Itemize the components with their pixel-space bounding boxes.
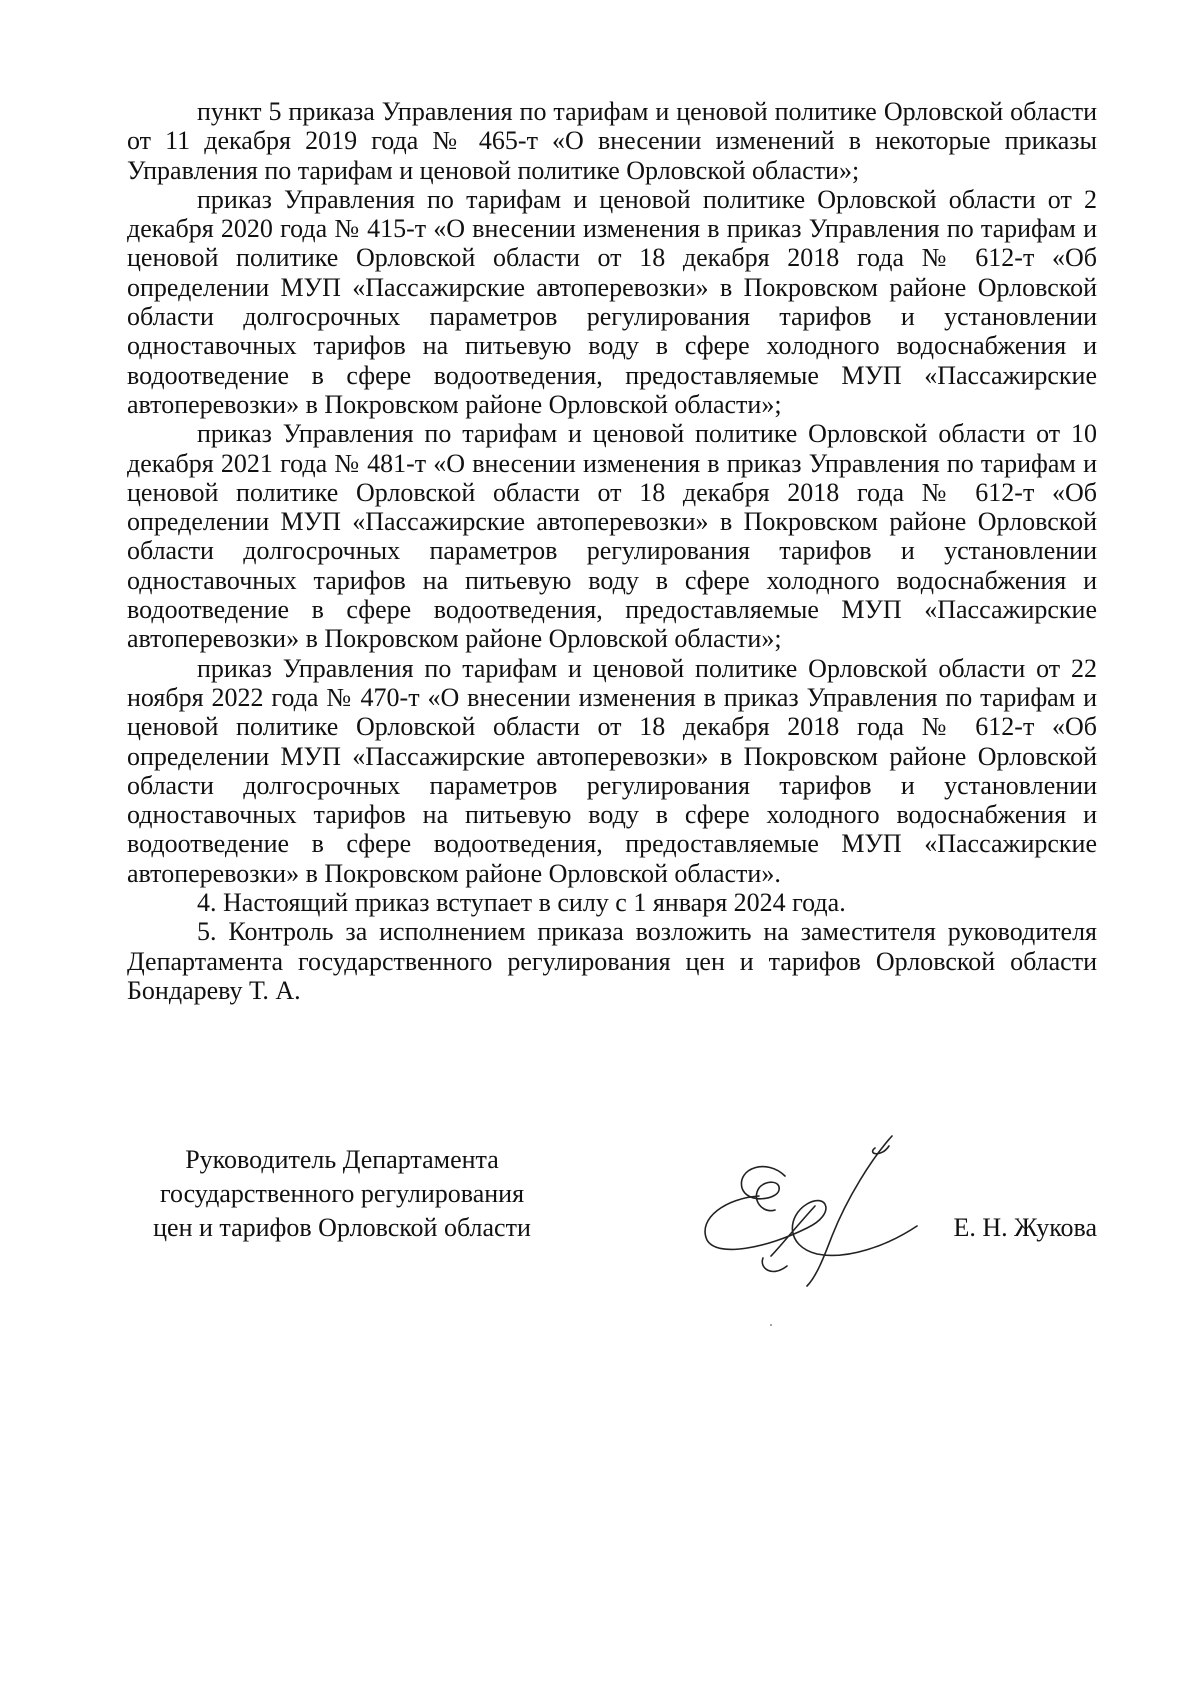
paragraph-effective-date: 4. Настоящий приказ вступает в силу с 1 января 2024 года. [197,888,846,918]
paragraph-order-415: приказ Управления по тарифам и ценовой политике Орловской области от 2 декабря 2020 года № 415-т «О внесении изменения в приказ Управления по тарифам и ценовой политике Орловской области от 18 декабря 2018 года № 612-т «Об определении МУП «Пассажирские автоперевозки» в Покровском районе Орловской области долгосрочных параметров регулирования тарифов и установлении одноставочных тарифов на питьевую воду в сфере холодного водоснабжения и водоотведение в сфере водоотведения, предоставляемые МУП «Пассажирские автоперевозки» в Покровском районе Орловской области»; [127,184,1097,419]
paragraph-order-481: приказ Управления по тарифам и ценовой политике Орловской области от 10 декабря 2021 года № 481-т «О внесении изменения в приказ Управления по тарифам и ценовой политике Орловской области от 18 декабря 2018 года № 612-т «Об определении МУП «Пассажирские автоперевозки» в Покровском районе Орловской области долгосрочных параметров регулирования тарифов и установлении одноставочных тарифов на питьевую воду в сфере холодного водоснабжения и водоотведение в сфере водоотведения, предоставляемые МУП «Пассажирские автоперевозки» в Покровском районе Орловской области»; [127,419,1097,654]
document-body [127,97,1097,1005]
signatory-title [127,1143,557,1245]
signatory-name: Е. Н. Жукова [953,1213,1097,1242]
paragraph-control: 5. Контроль за исполнением приказа возложить на заместителя руководителя Департамента государственного регулирования цен и тарифов Орловской области Бондареву Т. А. [127,917,1097,1005]
signature-block [127,1143,1097,1303]
paragraph-order-470: приказ Управления по тарифам и ценовой политике Орловской области от 22 ноября 2022 года № 470-т «О внесении изменения в приказ Управления по тарифам и ценовой политике Орловской области от 18 декабря 2018 года № 612-т «Об определении МУП «Пассажирские автоперевозки» в Покровском районе Орловской области долгосрочных параметров регулирования тарифов и установлении одноставочных тарифов на питьевую воду в сфере холодного водоснабжения и водоотведение в сфере водоотведения, предоставляемые МУП «Пассажирские автоперевозки» в Покровском районе Орловской области». [127,653,1097,888]
signatory-title-line: цен и тарифов Орловской области [153,1213,531,1242]
handwritten-signature [667,1118,937,1298]
scan-speck [770,1324,772,1326]
signatory-title-line: Руководитель Департамента [185,1145,499,1174]
signatory-title-line: государственного регулирования [159,1179,525,1208]
paragraph-item-5-order-465: пункт 5 приказа Управления по тарифам и ценовой политике Орловской области от 11 декабря 2019 года № 465-т «О внесении изменений в некоторые приказы Управления по тарифам и ценовой политике Орловской области»; [127,97,1097,185]
